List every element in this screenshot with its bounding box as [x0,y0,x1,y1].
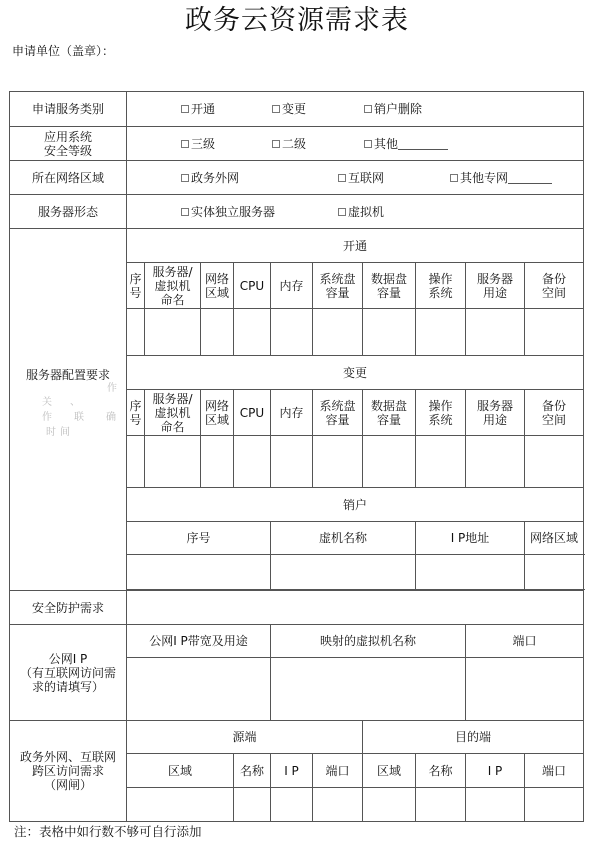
option-open[interactable]: 开通 [181,102,272,116]
faint-watermark-text: 作 关 、 作 联 确 时 间 [42,382,117,438]
col-src-ip: I P [271,754,313,788]
security-protection-label: 安全防护需求 [10,591,127,625]
input-cell[interactable] [313,436,363,488]
network-zone-row [10,161,584,195]
cross-zone-label: 政务外网、互联网 跨区访问需求 （网闸） [10,721,127,822]
col-data-disk: 数据盘 容量 [363,263,416,309]
col-usage: 服务器 用途 [466,263,525,309]
option-level-other[interactable]: 其他 [364,137,448,151]
input-cell[interactable] [234,309,271,356]
col-zone: 网络 区域 [201,390,234,436]
col-system-disk: 系统盘 容量 [313,263,363,309]
input-cell[interactable] [271,788,313,822]
col-src-name: 名称 [234,754,271,788]
col-server-name: 服务器/ 虚拟机 命名 [145,263,201,309]
applicant-label: 申请单位（盖章）： [12,44,115,58]
input-cell[interactable] [127,555,271,590]
option-close[interactable]: 销户删除 [364,102,422,116]
input-cell[interactable] [416,309,466,356]
option-vm[interactable]: 虚拟机 [338,205,384,219]
checkbox-icon[interactable] [338,208,346,216]
input-cell[interactable] [363,436,416,488]
checkbox-icon[interactable] [450,174,458,182]
checkbox-icon[interactable] [181,105,189,113]
open-section-title: 开通 [127,229,584,263]
input-cell[interactable] [271,555,416,590]
input-cell[interactable] [466,436,525,488]
security-protection-row [10,591,584,625]
close-col-ip: I P地址 [416,522,525,555]
input-cell[interactable] [363,309,416,356]
col-memory: 内存 [271,263,313,309]
network-zone-label: 所在网络区域 [10,161,127,195]
service-type-label: 申请服务类别 [10,92,127,127]
checkbox-icon[interactable] [272,140,280,148]
input-cell[interactable] [201,309,234,356]
security-level-row [10,127,584,161]
resource-request-table [9,91,584,822]
input-cell[interactable] [127,436,145,488]
col-server-name: 服务器/ 虚拟机 命名 [145,390,201,436]
dest-title: 目的端 [363,721,584,754]
input-cell[interactable] [416,555,525,590]
checkbox-icon[interactable] [338,174,346,182]
server-form-label: 服务器形态 [10,195,127,229]
col-os: 操作 系统 [416,263,466,309]
open-title-row [10,229,584,263]
col-cpu: CPU [234,263,271,309]
input-cell[interactable] [145,436,201,488]
col-backup: 备份 空间 [525,390,584,436]
public-ip-label: 公网I P （有互联网访问需 求的请填写） [10,625,127,721]
col-bandwidth-usage: 公网I P带宽及用途 [127,625,271,658]
col-port: 端口 [466,625,584,658]
source-title: 源端 [127,721,363,754]
input-cell[interactable] [127,658,271,721]
page-title: 政务云资源需求表 [185,5,409,36]
col-zone: 网络 区域 [201,263,234,309]
col-src-port: 端口 [313,754,363,788]
col-cpu: CPU [234,390,271,436]
close-section-title: 销户 [127,488,584,522]
input-cell[interactable] [363,788,416,822]
checkbox-icon[interactable] [364,140,372,148]
fill-blank[interactable] [398,138,448,150]
col-seq: 序 号 [127,390,145,436]
input-cell[interactable] [525,555,584,590]
service-type-row [10,92,584,127]
public-ip-header-row [10,625,584,658]
col-src-zone: 区域 [127,754,234,788]
checkbox-icon[interactable] [181,140,189,148]
close-col-vm-name: 虚机名称 [271,522,416,555]
input-cell[interactable] [416,436,466,488]
input-cell[interactable] [234,436,271,488]
input-cell[interactable] [271,658,466,721]
checkbox-icon[interactable] [181,174,189,182]
input-cell[interactable] [313,788,363,822]
cross-zone-title-row [10,721,584,754]
col-dst-ip: I P [466,754,525,788]
input-cell[interactable] [234,788,271,822]
option-other-private[interactable]: 其他专网 [450,171,552,185]
close-col-seq: 序号 [127,522,271,555]
col-backup: 备份 空间 [525,263,584,309]
col-seq: 序 号 [127,263,145,309]
input-cell[interactable] [145,309,201,356]
close-col-zone: 网络区域 [525,522,584,555]
col-os: 操作 系统 [416,390,466,436]
col-mapped-vm: 映射的虚拟机名称 [271,625,466,658]
server-config-label: 服务器配置要求 作 关 、 作 联 确 时 间 [10,229,127,591]
input-cell[interactable] [127,788,234,822]
input-cell[interactable] [525,309,584,356]
service-type-options [127,92,584,127]
option-change[interactable]: 变更 [272,102,364,116]
col-dst-name: 名称 [416,754,466,788]
col-dst-port: 端口 [525,754,584,788]
checkbox-icon[interactable] [272,105,280,113]
option-gov-extranet[interactable]: 政务外网 [181,171,338,185]
input-cell[interactable] [313,309,363,356]
col-dst-zone: 区域 [363,754,416,788]
server-form-row [10,195,584,229]
network-zone-options [127,161,584,195]
input-cell[interactable] [416,788,466,822]
checkbox-icon[interactable] [181,208,189,216]
input-cell[interactable] [525,436,584,488]
fill-blank[interactable] [508,172,552,184]
input-cell[interactable] [127,591,584,625]
input-cell[interactable] [466,658,584,721]
option-level-2[interactable]: 二级 [272,137,364,151]
security-level-options [127,127,584,161]
col-system-disk: 系统盘 容量 [313,390,363,436]
change-section-title: 变更 [127,356,584,390]
input-cell[interactable] [525,788,584,822]
input-cell[interactable] [127,309,145,356]
col-usage: 服务器 用途 [466,390,525,436]
input-cell[interactable] [201,436,234,488]
option-physical-server[interactable]: 实体独立服务器 [181,205,338,219]
input-cell[interactable] [466,788,525,822]
footnote: 注：表格中如行数不够可自行添加 [14,824,202,839]
option-level-3[interactable]: 三级 [181,137,272,151]
col-data-disk: 数据盘 容量 [363,390,416,436]
input-cell[interactable] [271,436,313,488]
input-cell[interactable] [466,309,525,356]
security-level-label: 应用系统 安全等级 [10,127,127,161]
checkbox-icon[interactable] [364,105,372,113]
server-form-options [127,195,584,229]
col-memory: 内存 [271,390,313,436]
input-cell[interactable] [271,309,313,356]
option-internet[interactable]: 互联网 [338,171,450,185]
